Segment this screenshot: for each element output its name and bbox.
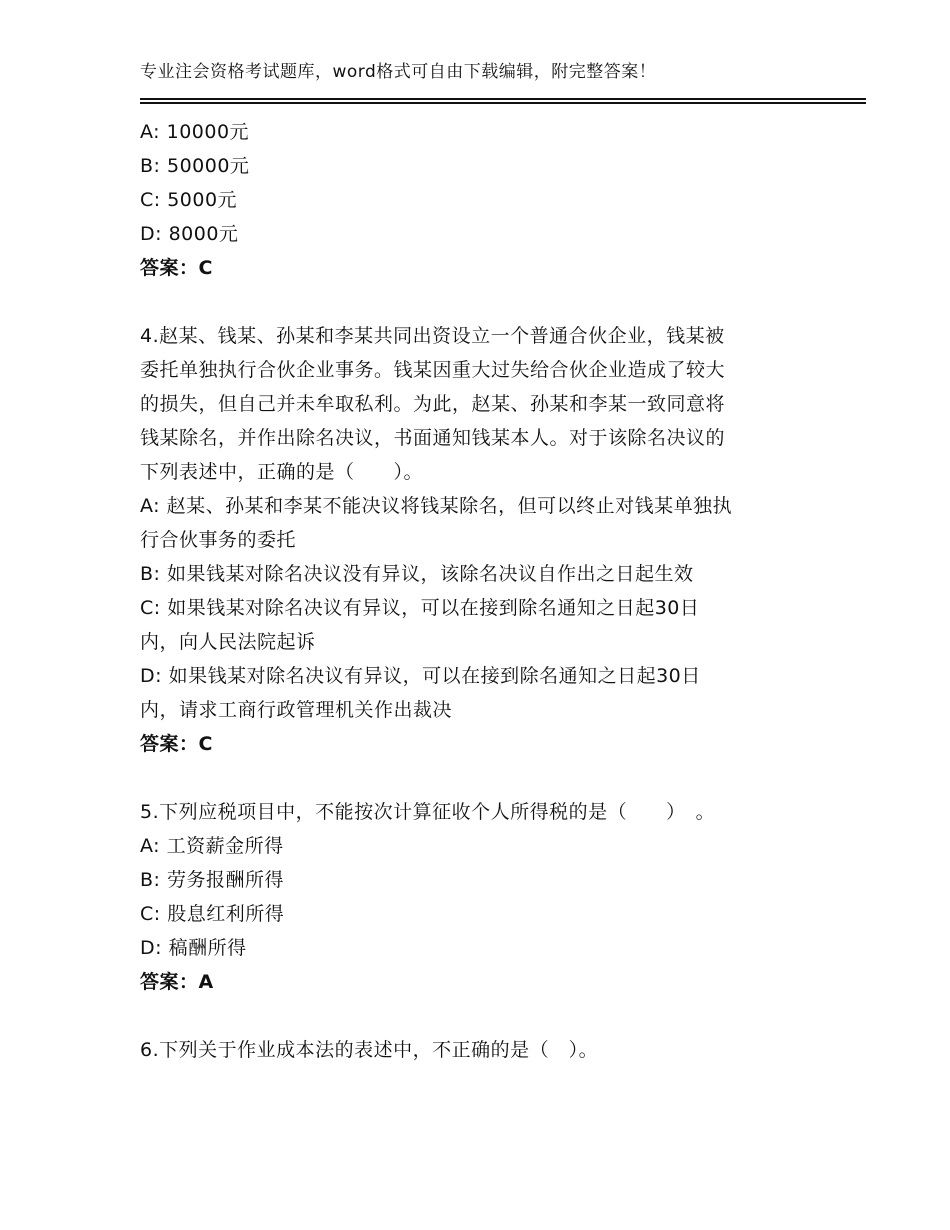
q4-answer: 答案：C [140,733,213,755]
q4-option-c-cont: 内，向人民法院起诉 [140,631,316,653]
q3-answer: 答案：C [140,257,213,279]
q4-option-b: B: 如果钱某对除名决议没有异议，该除名决议自作出之日起生效 [140,563,694,585]
q4-option-d: D: 如果钱某对除名决议有异议，可以在接到除名通知之日起30日 [140,665,701,687]
q4-stem-line: 钱某除名，并作出除名决议，书面通知钱某本人。对于该除名决议的 [140,427,726,449]
question-content [140,115,820,1067]
q3-option-a: A: 10000元 [140,121,250,143]
q5-option-b: B: 劳务报酬所得 [140,869,284,891]
q5-stem: 5.下列应税项目中，不能按次计算征收个人所得税的是（ ） 。 [140,801,716,823]
spacer [140,761,820,795]
q5-option-d: D: 稿酬所得 [140,937,247,959]
q3-option-d: D: 8000元 [140,223,239,245]
q5-answer: 答案：A [140,971,214,993]
header-divider-top [140,98,866,100]
q4-option-a-cont: 行合伙事务的委托 [140,529,297,551]
q3-option-c: C: 5000元 [140,189,238,211]
q4-stem-line: 下列表述中，正确的是（ ）。 [140,461,424,483]
q3-option-b: B: 50000元 [140,155,250,177]
q5-option-a: A: 工资薪金所得 [140,835,284,857]
q4-option-d-cont: 内，请求工商行政管理机关作出裁决 [140,699,453,721]
q5-option-c: C: 股息红利所得 [140,903,285,925]
q4-option-a: A: 赵某、孙某和李某不能决议将钱某除名，但可以终止对钱某单独执 [140,495,733,517]
q6-stem: 6.下列关于作业成本法的表述中，不正确的是（ ）。 [140,1039,599,1061]
q4-stem-line: 委托单独执行合伙企业事务。钱某因重大过失给合伙企业造成了较大 [140,359,726,381]
spacer [140,285,820,319]
q4-stem-line: 4.赵某、钱某、孙某和李某共同出资设立一个普通合伙企业，钱某被 [140,325,725,347]
q4-option-c: C: 如果钱某对除名决议有异议，可以在接到除名通知之日起30日 [140,597,700,619]
spacer [140,999,820,1033]
header-divider-bottom [140,102,866,104]
document-header: 专业注会资格考试题库，word格式可自由下载编辑，附完整答案！ [140,62,657,82]
q4-stem-line: 的损失，但自己并未牟取私利。为此，赵某、孙某和李某一致同意将 [140,393,726,415]
